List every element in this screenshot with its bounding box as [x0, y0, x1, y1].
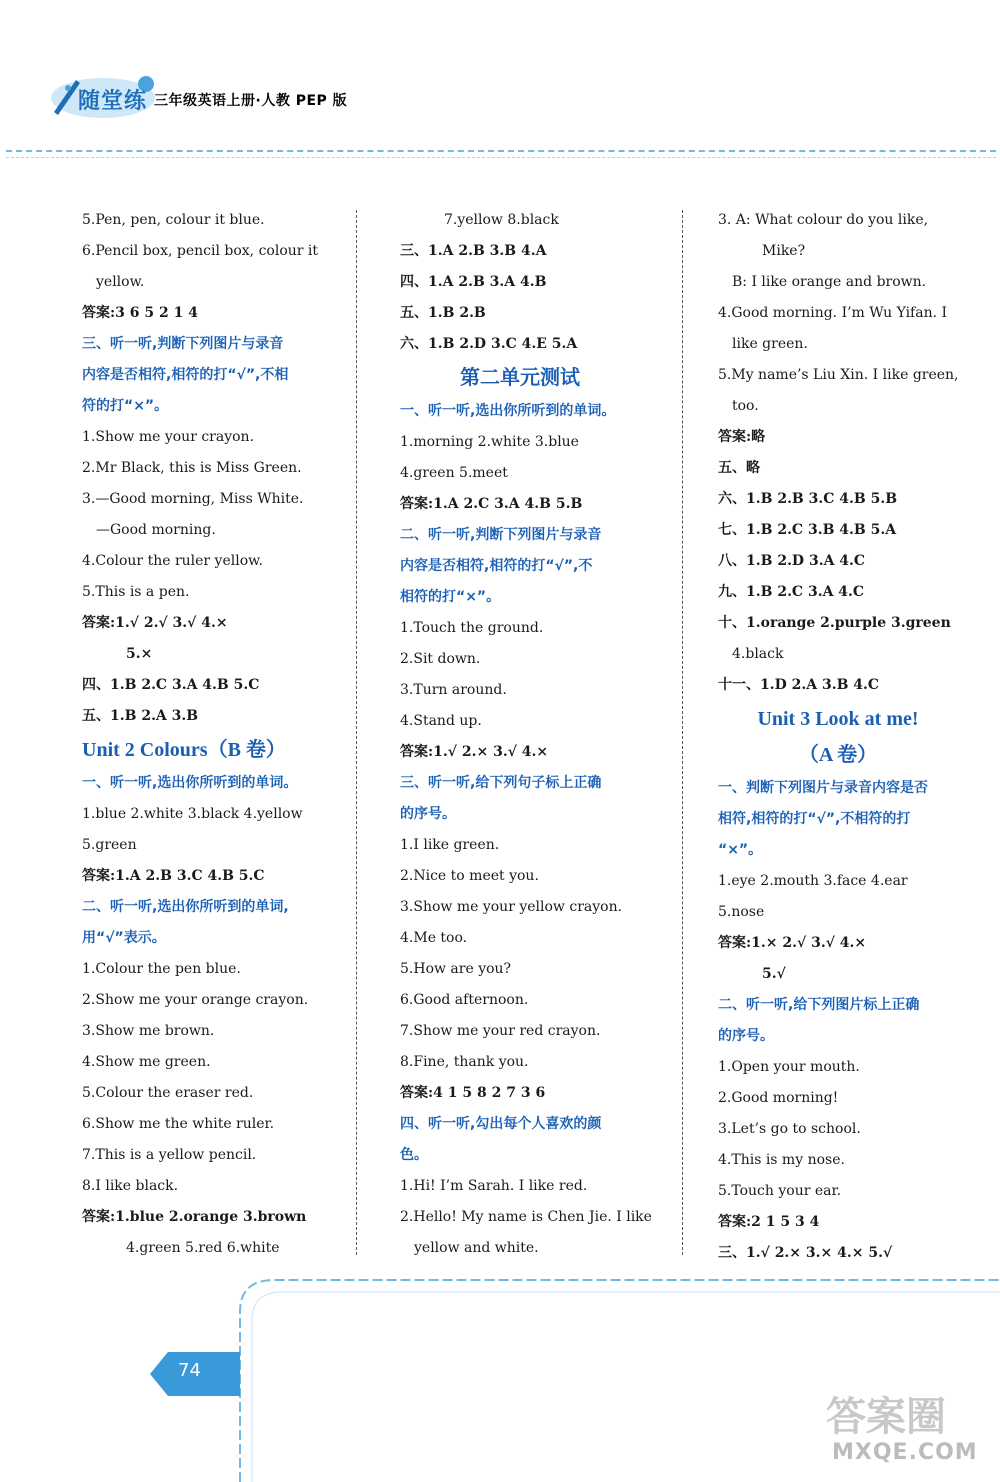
text-line: yellow.: [96, 274, 145, 290]
header-title: 三年级英语上册·人教 PEP 版: [154, 93, 348, 109]
text-line: 十一、1.D 2.A 3.B 4.C: [718, 677, 880, 693]
text-line: 答案:1.A 2.B 3.C 4.B 5.C: [82, 868, 265, 884]
text-line: 5.Pen, pen, colour it blue.: [82, 212, 265, 228]
text-line: 色。: [400, 1147, 428, 1163]
text-line: 七、1.B 2.C 3.B 4.B 5.A: [718, 522, 897, 538]
text-line: 7.This is a yellow pencil.: [82, 1147, 257, 1163]
text-line: 六、1.B 2.B 3.C 4.B 5.B: [718, 491, 898, 507]
text-line: 1.Show me your crayon.: [82, 429, 255, 445]
text-line: 2.Nice to meet you.: [400, 868, 539, 884]
text-line: （A 卷）: [798, 744, 878, 766]
text-line: 3.Let’s go to school.: [718, 1121, 861, 1137]
column-divider: [682, 210, 683, 1255]
text-line: 6.Good afternoon.: [400, 992, 529, 1008]
text-line: 4.green 5.meet: [400, 465, 508, 481]
text-line: 四、听一听,勾出每个人喜欢的颜: [400, 1116, 602, 1132]
text-line: 的序号。: [718, 1028, 774, 1044]
text-line: 3. A: What colour do you like,: [718, 212, 929, 228]
logo-text: 随堂练: [78, 89, 148, 114]
text-line: 4.Good morning. I’m Wu Yifan. I: [718, 305, 948, 321]
text-line: 5.Colour the eraser red.: [82, 1085, 254, 1101]
text-line: 7.Show me your red crayon.: [400, 1023, 601, 1039]
text-line: 第二单元测试: [460, 367, 580, 389]
text-line: 相符的打“×”。: [400, 589, 501, 605]
text-line: 5.Touch your ear.: [718, 1183, 842, 1199]
text-line: 2.Sit down.: [400, 651, 481, 667]
answer-column-middle: [400, 205, 652, 1264]
header-divider-thin: [6, 157, 996, 158]
text-line: 答案:1.× 2.√ 3.√ 4.×: [718, 935, 867, 951]
text-line: 三、听一听,给下列句子标上正确: [400, 775, 602, 791]
watermark-logo-text: 答案圈: [826, 1394, 946, 1440]
text-line: 八、1.B 2.D 3.A 4.C: [718, 553, 866, 569]
text-line: 5.×: [126, 646, 153, 662]
page-number: 74: [178, 1360, 201, 1381]
text-line: 3.Show me brown.: [82, 1023, 215, 1039]
text-line: 3.Show me your yellow crayon.: [400, 899, 623, 915]
text-line: 答案:1.√ 2.√ 3.√ 4.×: [82, 615, 228, 631]
header-divider: [6, 150, 996, 152]
text-line: 4.This is my nose.: [718, 1152, 845, 1168]
text-line: 1.blue 2.white 3.black 4.yellow: [82, 806, 303, 822]
text-line: 1.Touch the ground.: [400, 620, 544, 636]
text-line: 5.√: [762, 966, 786, 982]
text-line: 4.green 5.red 6.white: [126, 1240, 280, 1256]
text-line: 五、略: [718, 460, 760, 476]
text-line: 6.Pencil box, pencil box, colour it: [82, 243, 319, 259]
text-line: 1.Hi! I’m Sarah. I like red.: [400, 1178, 588, 1194]
text-line: 十、1.orange 2.purple 3.green: [718, 615, 951, 631]
text-line: 答案:4 1 5 8 2 7 3 6: [400, 1085, 546, 1101]
text-line: 二、听一听,选出你所听到的单词,: [82, 899, 289, 915]
text-line: 相符,相符的打“√”,不相符的打: [718, 811, 911, 827]
text-line: 四、1.B 2.C 3.A 4.B 5.C: [82, 677, 260, 693]
text-line: 答案:3 6 5 2 1 4: [82, 305, 198, 321]
text-line: 内容是否相符,相符的打“√”,不相: [82, 367, 289, 383]
text-line: 8.Fine, thank you.: [400, 1054, 529, 1070]
text-line: “×”。: [718, 842, 763, 858]
text-line: 三、听一听,判断下列图片与录音: [82, 336, 284, 352]
text-line: Unit 2 Colours（B 卷）: [82, 739, 286, 761]
text-line: yellow and white.: [414, 1240, 539, 1256]
text-line: 三、1.A 2.B 3.B 4.A: [400, 243, 547, 259]
text-line: 7.yellow 8.black: [444, 212, 559, 228]
text-line: 1.Colour the pen blue.: [82, 961, 241, 977]
page-header: [0, 0, 1000, 150]
text-line: 的序号。: [400, 806, 456, 822]
text-line: 五、1.B 2.B: [400, 305, 486, 321]
answer-column-right: [718, 205, 958, 1269]
text-line: 答案:2 1 5 3 4: [718, 1214, 820, 1230]
text-line: 5.How are you?: [400, 961, 512, 977]
text-line: 用“√”表示。: [82, 930, 166, 946]
text-line: 4.Colour the ruler yellow.: [82, 553, 263, 569]
text-line: 一、判断下列图片与录音内容是否: [718, 780, 928, 796]
text-line: 四、1.A 2.B 3.A 4.B: [400, 274, 547, 290]
text-line: 2.Good morning!: [718, 1090, 839, 1106]
text-line: 九、1.B 2.C 3.A 4.C: [718, 584, 865, 600]
text-line: —Good morning.: [96, 522, 216, 538]
column-divider: [356, 210, 357, 1255]
text-line: 1.Open your mouth.: [718, 1059, 860, 1075]
text-line: 一、听一听,选出你所听到的单词。: [400, 403, 616, 419]
text-line: 一、听一听,选出你所听到的单词。: [82, 775, 298, 791]
text-line: Unit 3 Look at me!: [757, 708, 919, 730]
text-line: 5.green: [82, 837, 137, 853]
text-line: like green.: [732, 336, 808, 352]
text-line: 8.I like black.: [82, 1178, 179, 1194]
text-line: 答案:1.blue 2.orange 3.brown: [82, 1209, 307, 1225]
text-line: 6.Show me the white ruler.: [82, 1116, 275, 1132]
watermark-url: MXQE.COM: [832, 1440, 978, 1465]
text-line: 三、1.√ 2.× 3.× 4.× 5.√: [718, 1245, 893, 1261]
text-line: 二、听一听,给下列图片标上正确: [718, 997, 920, 1013]
text-line: B: I like orange and brown.: [732, 274, 927, 290]
text-line: 2.Mr Black, this is Miss Green.: [82, 460, 302, 476]
text-line: 1.morning 2.white 3.blue: [400, 434, 579, 450]
text-line: 4.Show me green.: [82, 1054, 211, 1070]
text-line: 3.Turn around.: [400, 682, 507, 698]
text-line: too.: [732, 398, 759, 414]
text-line: 4.black: [732, 646, 784, 662]
text-line: 符的打“×”。: [82, 398, 169, 414]
text-line: 3.—Good morning, Miss White.: [82, 491, 304, 507]
text-line: 2.Hello! My name is Chen Jie. I like: [400, 1209, 652, 1225]
text-line: 答案:1.A 2.C 3.A 4.B 5.B: [400, 496, 583, 512]
text-line: 内容是否相符,相符的打“√”,不: [400, 558, 593, 574]
text-line: 答案:略: [718, 429, 766, 445]
text-line: 答案:1.√ 2.× 3.√ 4.×: [400, 744, 549, 760]
text-line: 4.Stand up.: [400, 713, 482, 729]
text-line: 1.eye 2.mouth 3.face 4.ear: [718, 873, 908, 889]
text-line: Mike?: [762, 243, 806, 259]
text-line: 5.My name’s Liu Xin. I like green,: [718, 367, 959, 383]
answer-column-left: [82, 205, 322, 1264]
text-line: 五、1.B 2.A 3.B: [82, 708, 199, 724]
text-line: 5.This is a pen.: [82, 584, 190, 600]
text-line: 4.Me too.: [400, 930, 468, 946]
text-line: 2.Show me your orange crayon.: [82, 992, 309, 1008]
text-line: 六、1.B 2.D 3.C 4.E 5.A: [400, 336, 578, 352]
text-line: 1.I like green.: [400, 837, 500, 853]
text-line: 5.nose: [718, 904, 765, 920]
text-line: 二、听一听,判断下列图片与录音: [400, 527, 602, 543]
